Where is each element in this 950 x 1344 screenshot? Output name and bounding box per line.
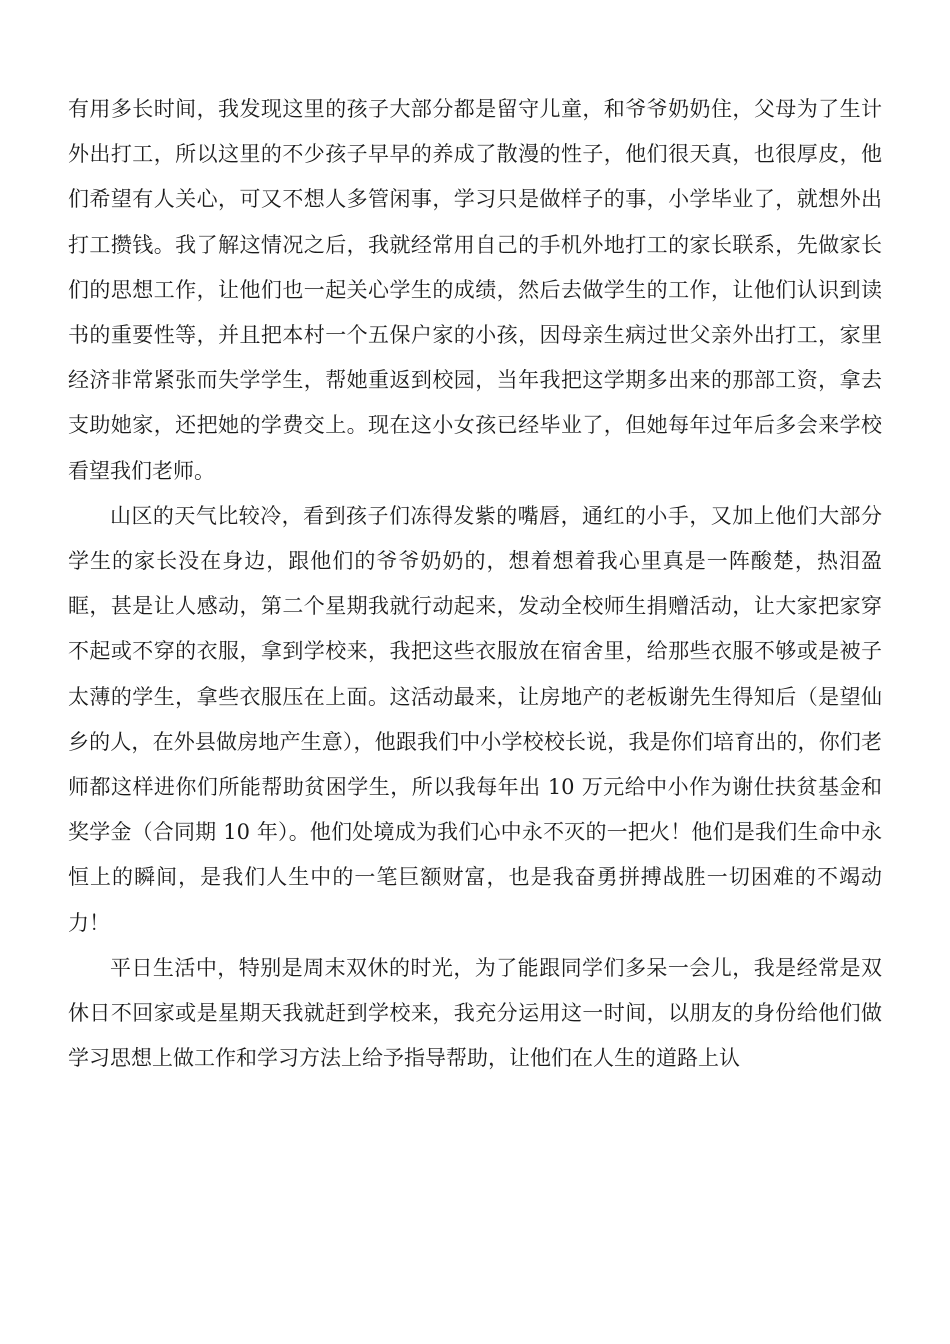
paragraph-3: 平日生活中，特别是周末双休的时光，为了能跟同学们多呆一会儿，我是经常是双休日不回家或是星期天我就赶到学校来，我充分运用这一时间，以朋友的身份给他们做学习思想上做工作和学习方法上给予指导帮助，让他们在人生的道路上认 xyxy=(68,955,882,1071)
paragraph-2: 山区的天气比较冷，看到孩子们冻得发紫的嘴唇，通红的小手，又加上他们大部分学生的家长没在身边，跟他们的爷爷奶奶的，想着想着我心里真是一阵酸楚，热泪盈眶，甚是让人感动，第二个星期我就行动起来，发动全校师生捐赠活动，让大家把家穿不起或不穿的衣服，拿到学校来，我把这些衣服放在宿舍里，给那些衣服不够或是被子太薄的学生，拿些衣服压在上面。这活动最来，让房地产的老板谢先生得知后（是望仙乡的人，在外县做房地产生意），他跟我们中小学校校长说，我是你们培育出的，你们老师都这样进你们所能帮助贫困学生，所以我每年出 10 万元给中小作为谢仕扶贫基金和奖学金（合同期 10 年）。他们处境成为我们心中永不灭的一把火！他们是我们生命中永恒上的瞬间，是我们人生中的一笔巨额财富，也是我奋勇拼搏战胜一切困难的不竭动力！ xyxy=(68,503,882,935)
paragraph-1: 有用多长时间，我发现这里的孩子大部分都是留守儿童，和爷爷奶奶住，父母为了生计外出打工，所以这里的不少孩子早早的养成了散漫的性子，他们很天真，也很厚皮，他们希望有人关心，可又不想人多管闲事，学习只是做样子的事，小学毕业了，就想外出打工攒钱。我了解这情况之后，我就经常用自己的手机外地打工的家长联系，先做家长们的思想工作，让他们也一起关心学生的成绩，然后去做学生的工作，让他们认识到读书的重要性等，并且把本村一个五保户家的小孩，因母亲生病过世父亲外出打工，家里经济非常紧张而失学学生，帮她重返到校园，当年我把这学期多出来的那部工资，拿去支助她家，还把她的学费交上。现在这小女孩已经毕业了，但她每年过年后多会来学校看望我们老师。 xyxy=(68,97,882,483)
document-body xyxy=(68,87,882,1081)
